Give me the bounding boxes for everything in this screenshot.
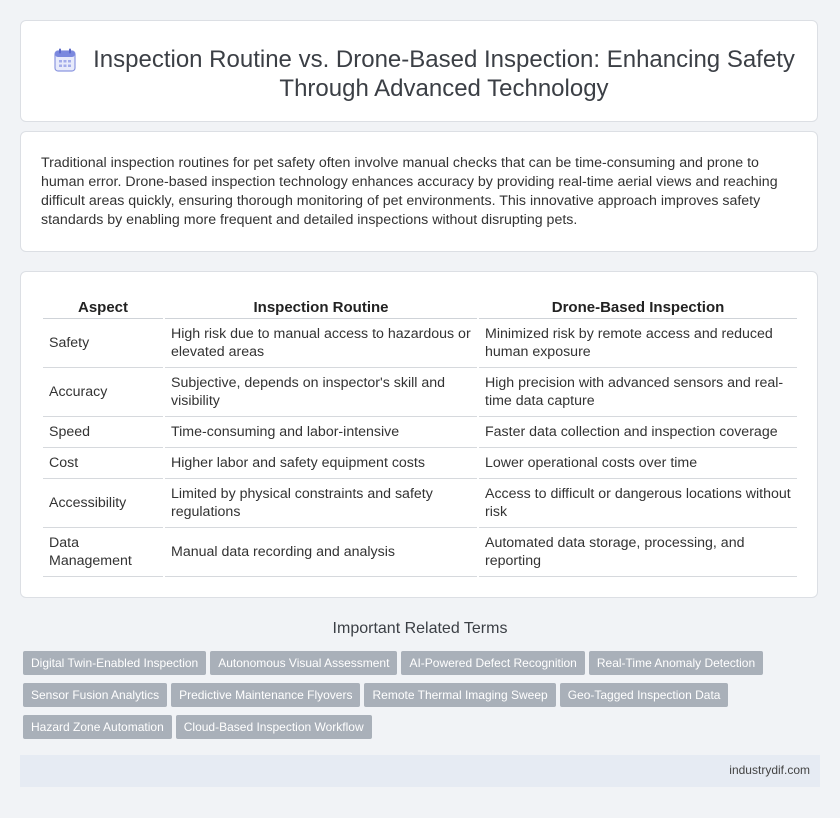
title-row xyxy=(21,21,817,121)
calendar-icon xyxy=(54,48,76,72)
routine-cell: Time-consuming and labor-intensive xyxy=(165,417,477,448)
routine-cell: Manual data recording and analysis xyxy=(165,528,477,577)
related-term-tag[interactable]: Real-Time Anomaly Detection xyxy=(589,651,763,675)
table-row xyxy=(43,417,797,448)
aspect-cell: Data Management xyxy=(43,528,163,577)
column-header-drone-based-inspection: Drone-Based Inspection xyxy=(479,296,797,319)
routine-cell: High risk due to manual access to hazardous or elevated areas xyxy=(165,319,477,368)
title-card xyxy=(20,20,818,122)
table-row xyxy=(43,448,797,479)
drone-cell: Access to difficult or dangerous locations without risk xyxy=(479,479,797,528)
related-term-tag[interactable]: Cloud-Based Inspection Workflow xyxy=(176,715,372,739)
drone-cell: Minimized risk by remote access and reduced human exposure xyxy=(479,319,797,368)
related-term-tag[interactable]: Geo-Tagged Inspection Data xyxy=(560,683,729,707)
related-term-tag[interactable]: Digital Twin-Enabled Inspection xyxy=(23,651,206,675)
table-row xyxy=(43,319,797,368)
routine-cell: Higher labor and safety equipment costs xyxy=(165,448,477,479)
intro-card xyxy=(20,131,818,252)
related-term-tag[interactable]: Remote Thermal Imaging Sweep xyxy=(364,683,555,707)
aspect-cell: Accuracy xyxy=(43,368,163,417)
footer xyxy=(20,755,820,787)
related-terms-title: Important Related Terms xyxy=(332,620,508,637)
comparison-card xyxy=(20,271,818,598)
aspect-cell: Cost xyxy=(43,448,163,479)
page-title: Inspection Routine vs. Drone-Based Inspection: Enhancing Safety Through Advanced Technology xyxy=(93,46,795,102)
related-term-tag[interactable]: Predictive Maintenance Flyovers xyxy=(171,683,360,707)
table-row xyxy=(43,368,797,417)
column-header-aspect: Aspect xyxy=(43,296,163,319)
column-header-inspection-routine: Inspection Routine xyxy=(165,296,477,319)
comparison-table xyxy=(41,296,799,577)
drone-cell: Automated data storage, processing, and reporting xyxy=(479,528,797,577)
footer-site-link[interactable]: industrydif.com xyxy=(729,763,810,777)
table-header-row xyxy=(43,296,797,319)
aspect-cell: Speed xyxy=(43,417,163,448)
related-term-tag[interactable]: AI-Powered Defect Recognition xyxy=(401,651,584,675)
routine-cell: Limited by physical constraints and safety regulations xyxy=(165,479,477,528)
related-terms-list xyxy=(23,651,813,747)
routine-cell: Subjective, depends on inspector's skill and visibility xyxy=(165,368,477,417)
related-term-tag[interactable]: Autonomous Visual Assessment xyxy=(210,651,397,675)
drone-cell: Faster data collection and inspection coverage xyxy=(479,417,797,448)
related-term-tag[interactable]: Hazard Zone Automation xyxy=(23,715,172,739)
aspect-cell: Accessibility xyxy=(43,479,163,528)
intro-paragraph: Traditional inspection routines for pet safety often involve manual checks that can be time-consuming and prone to human error. Drone-based inspection technology enhances accuracy by providing real-time aerial views and reaching difficult areas quickly, ensuring thorough monitoring of pet environments. This innovative approach improves safety standards by enabling more frequent and detailed inspections without disrupting pets. xyxy=(41,155,778,228)
aspect-cell: Safety xyxy=(43,319,163,368)
drone-cell: Lower operational costs over time xyxy=(479,448,797,479)
drone-cell: High precision with advanced sensors and real-time data capture xyxy=(479,368,797,417)
table-row xyxy=(43,479,797,528)
table-row xyxy=(43,528,797,577)
related-term-tag[interactable]: Sensor Fusion Analytics xyxy=(23,683,167,707)
